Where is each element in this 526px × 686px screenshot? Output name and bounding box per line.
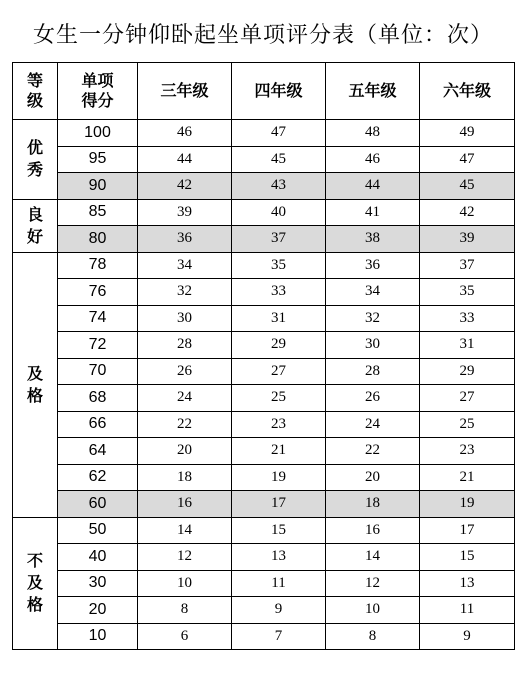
table-row xyxy=(13,358,515,385)
table-row xyxy=(13,199,515,226)
count-cell: 37 xyxy=(420,252,515,279)
count-cell: 35 xyxy=(420,279,515,306)
table-row xyxy=(13,332,515,359)
count-cell: 45 xyxy=(232,146,326,173)
unit-score-cell: 62 xyxy=(58,464,138,491)
count-cell: 37 xyxy=(232,226,326,253)
header-unit-line: 得分 xyxy=(81,91,114,110)
grade-level-char: 不 xyxy=(26,551,43,571)
count-cell: 9 xyxy=(420,623,515,650)
count-cell: 47 xyxy=(420,146,515,173)
table-row xyxy=(13,252,515,279)
count-cell: 10 xyxy=(138,570,232,597)
unit-score-cell: 10 xyxy=(58,623,138,650)
table-row xyxy=(13,491,515,518)
header-grade-3: 三年级 xyxy=(138,63,232,120)
grade-level-char: 优 xyxy=(26,138,43,158)
count-cell: 46 xyxy=(326,146,420,173)
unit-score-cell: 76 xyxy=(58,279,138,306)
count-cell: 9 xyxy=(232,597,326,624)
count-cell: 44 xyxy=(326,173,420,200)
count-cell: 26 xyxy=(138,358,232,385)
count-cell: 39 xyxy=(420,226,515,253)
header-grade-5: 五年级 xyxy=(326,63,420,120)
unit-score-cell: 100 xyxy=(58,120,138,147)
count-cell: 20 xyxy=(138,438,232,465)
count-cell: 29 xyxy=(232,332,326,359)
unit-score-cell: 70 xyxy=(58,358,138,385)
count-cell: 22 xyxy=(326,438,420,465)
header-grade-4: 四年级 xyxy=(232,63,326,120)
unit-score-cell: 64 xyxy=(58,438,138,465)
table-body xyxy=(13,120,515,650)
count-cell: 17 xyxy=(420,517,515,544)
table-row xyxy=(13,623,515,650)
count-cell: 16 xyxy=(326,517,420,544)
count-cell: 13 xyxy=(232,544,326,571)
count-cell: 42 xyxy=(138,173,232,200)
table-row xyxy=(13,411,515,438)
count-cell: 25 xyxy=(232,385,326,412)
grade-level-cell xyxy=(13,199,58,252)
count-cell: 18 xyxy=(326,491,420,518)
table-row xyxy=(13,385,515,412)
unit-score-cell: 60 xyxy=(58,491,138,518)
grade-level-cell xyxy=(13,252,58,517)
unit-score-cell: 85 xyxy=(58,199,138,226)
table-row xyxy=(13,226,515,253)
header-grade-line: 级 xyxy=(26,91,43,110)
header-row xyxy=(13,63,515,120)
count-cell: 36 xyxy=(138,226,232,253)
unit-score-cell: 68 xyxy=(58,385,138,412)
count-cell: 33 xyxy=(420,305,515,332)
count-cell: 20 xyxy=(326,464,420,491)
count-cell: 42 xyxy=(420,199,515,226)
table-row xyxy=(13,173,515,200)
count-cell: 7 xyxy=(232,623,326,650)
count-cell: 8 xyxy=(326,623,420,650)
count-cell: 8 xyxy=(138,597,232,624)
count-cell: 28 xyxy=(138,332,232,359)
grade-level-char: 格 xyxy=(26,595,43,615)
unit-score-cell: 30 xyxy=(58,570,138,597)
header-unit-line: 单项 xyxy=(81,71,114,90)
count-cell: 43 xyxy=(232,173,326,200)
count-cell: 6 xyxy=(138,623,232,650)
grade-level-char: 秀 xyxy=(26,160,43,180)
header-grade-line: 等 xyxy=(26,71,43,90)
count-cell: 34 xyxy=(138,252,232,279)
count-cell: 19 xyxy=(232,464,326,491)
count-cell: 11 xyxy=(232,570,326,597)
table-row xyxy=(13,517,515,544)
count-cell: 35 xyxy=(232,252,326,279)
count-cell: 33 xyxy=(232,279,326,306)
count-cell: 46 xyxy=(138,120,232,147)
header-grade xyxy=(13,63,58,120)
count-cell: 11 xyxy=(420,597,515,624)
count-cell: 14 xyxy=(138,517,232,544)
unit-score-cell: 80 xyxy=(58,226,138,253)
count-cell: 30 xyxy=(326,332,420,359)
count-cell: 31 xyxy=(420,332,515,359)
count-cell: 23 xyxy=(232,411,326,438)
grade-level-char: 格 xyxy=(26,385,43,405)
count-cell: 15 xyxy=(232,517,326,544)
unit-score-cell: 72 xyxy=(58,332,138,359)
table-row xyxy=(13,305,515,332)
count-cell: 27 xyxy=(232,358,326,385)
table-row xyxy=(13,438,515,465)
count-cell: 15 xyxy=(420,544,515,571)
page-title: 女生一分钟仰卧起坐单项评分表（单位：次） xyxy=(32,23,493,48)
unit-score-cell: 90 xyxy=(58,173,138,200)
count-cell: 49 xyxy=(420,120,515,147)
header-unit-score xyxy=(58,63,138,120)
count-cell: 24 xyxy=(138,385,232,412)
count-cell: 31 xyxy=(232,305,326,332)
count-cell: 10 xyxy=(326,597,420,624)
table-row xyxy=(13,570,515,597)
unit-score-cell: 20 xyxy=(58,597,138,624)
grade-level-char: 好 xyxy=(26,226,43,246)
grade-level-cell xyxy=(13,517,58,650)
count-cell: 38 xyxy=(326,226,420,253)
count-cell: 13 xyxy=(420,570,515,597)
count-cell: 48 xyxy=(326,120,420,147)
count-cell: 23 xyxy=(420,438,515,465)
table-row xyxy=(13,597,515,624)
count-cell: 47 xyxy=(232,120,326,147)
unit-score-cell: 40 xyxy=(58,544,138,571)
unit-score-cell: 66 xyxy=(58,411,138,438)
unit-score-cell: 95 xyxy=(58,146,138,173)
table-row xyxy=(13,146,515,173)
score-table xyxy=(12,62,515,650)
count-cell: 41 xyxy=(326,199,420,226)
count-cell: 29 xyxy=(420,358,515,385)
grade-level-char: 良 xyxy=(26,204,43,224)
table-row xyxy=(13,279,515,306)
count-cell: 21 xyxy=(420,464,515,491)
table-row xyxy=(13,120,515,147)
count-cell: 26 xyxy=(326,385,420,412)
grade-level-char: 及 xyxy=(26,573,43,593)
count-cell: 21 xyxy=(232,438,326,465)
count-cell: 32 xyxy=(326,305,420,332)
count-cell: 12 xyxy=(326,570,420,597)
unit-score-cell: 74 xyxy=(58,305,138,332)
count-cell: 27 xyxy=(420,385,515,412)
header-grade-6: 六年级 xyxy=(420,63,515,120)
count-cell: 44 xyxy=(138,146,232,173)
grade-level-cell xyxy=(13,120,58,200)
count-cell: 40 xyxy=(232,199,326,226)
count-cell: 34 xyxy=(326,279,420,306)
unit-score-cell: 50 xyxy=(58,517,138,544)
count-cell: 39 xyxy=(138,199,232,226)
table-row xyxy=(13,544,515,571)
count-cell: 19 xyxy=(420,491,515,518)
grade-level-char: 及 xyxy=(26,363,43,383)
count-cell: 18 xyxy=(138,464,232,491)
count-cell: 12 xyxy=(138,544,232,571)
count-cell: 24 xyxy=(326,411,420,438)
count-cell: 45 xyxy=(420,173,515,200)
count-cell: 36 xyxy=(326,252,420,279)
count-cell: 30 xyxy=(138,305,232,332)
table-row xyxy=(13,464,515,491)
count-cell: 17 xyxy=(232,491,326,518)
count-cell: 14 xyxy=(326,544,420,571)
count-cell: 25 xyxy=(420,411,515,438)
unit-score-cell: 78 xyxy=(58,252,138,279)
count-cell: 22 xyxy=(138,411,232,438)
count-cell: 32 xyxy=(138,279,232,306)
count-cell: 28 xyxy=(326,358,420,385)
count-cell: 16 xyxy=(138,491,232,518)
